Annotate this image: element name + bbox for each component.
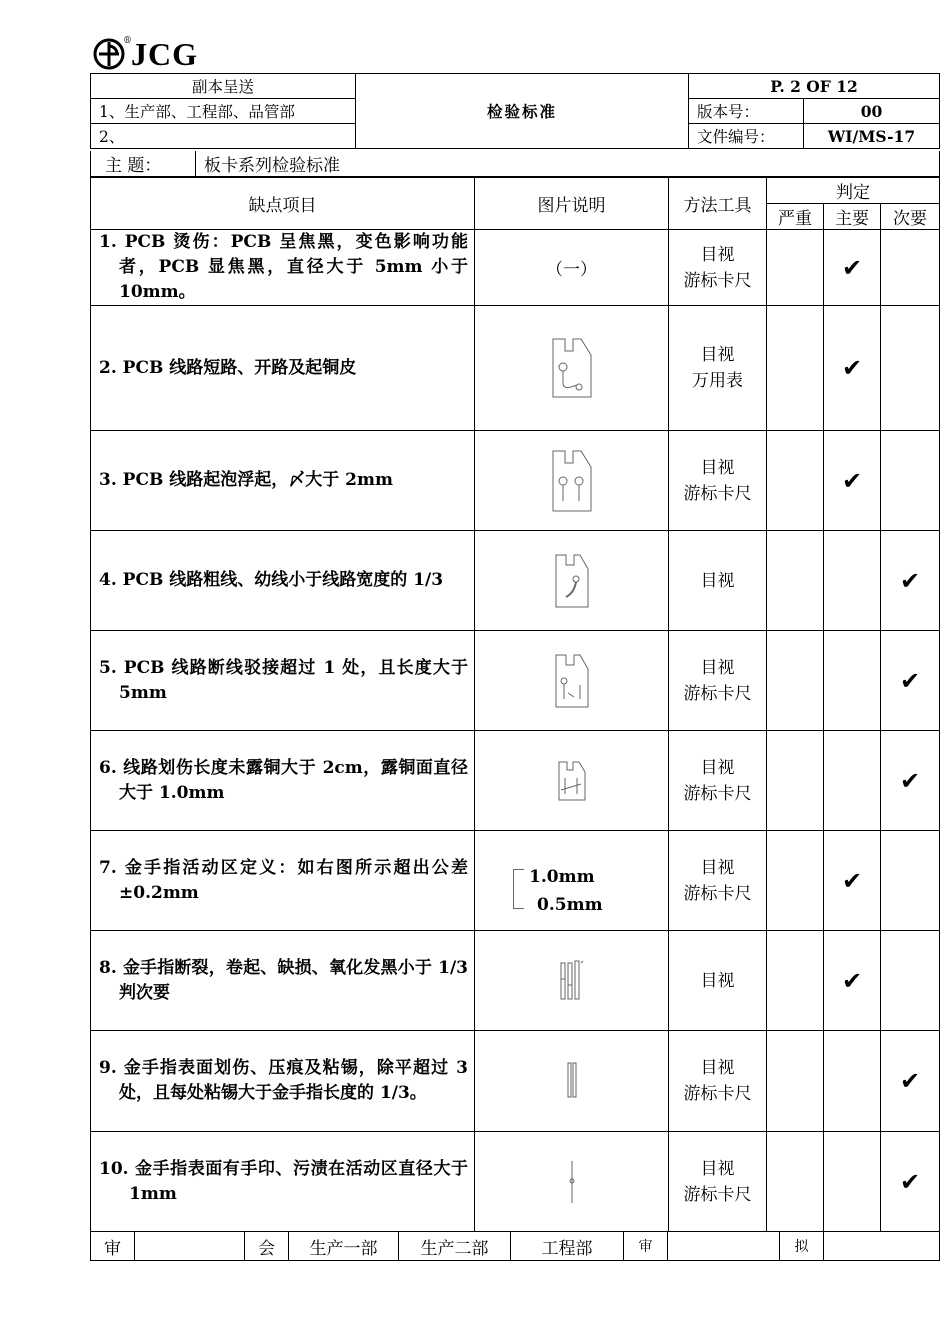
table-row <box>91 931 940 1031</box>
method-1: 目视 <box>700 757 735 778</box>
defect-text: 4. PCB 线路粗线、幼线小于线路宽度的 1/3 <box>91 531 475 631</box>
method-2: 游标卡尺 <box>683 1084 752 1104</box>
copy-label: 副本呈送 <box>91 74 356 99</box>
gold-finger-dimension-icon <box>513 869 524 909</box>
table-row <box>91 431 940 531</box>
check-mark-major: ✔ <box>824 831 881 931</box>
col-major-header: 主要 <box>824 204 881 230</box>
col-defect-header: 缺点项目 <box>91 178 475 230</box>
picture-cell <box>475 306 669 431</box>
method-2: 游标卡尺 <box>683 483 752 504</box>
major-cell <box>824 1132 881 1232</box>
method-1: 目视 <box>700 1058 735 1078</box>
method-2: 游标卡尺 <box>683 1184 752 1205</box>
dept-production-2: 生产二部 <box>399 1232 511 1261</box>
critical-cell <box>767 931 824 1031</box>
distribution-2: 2、 <box>91 124 356 149</box>
check-mark-minor: ✔ <box>881 1132 940 1232</box>
defect-text: 7. 金手指活动区定义：如右图所示超出公差±0.2mm <box>91 831 475 931</box>
critical-cell <box>767 531 824 631</box>
col-critical-header: 严重 <box>767 204 824 230</box>
method-cell <box>669 1031 767 1132</box>
col-picture-header: 图片说明 <box>475 178 669 230</box>
page-number: P. 2 OF 12 <box>689 74 940 99</box>
defect-text: 10. 金手指表面有手印、污渍在活动区直径大于 1mm <box>91 1132 475 1232</box>
gold-finger-stain-illustration <box>568 1159 576 1205</box>
jcg-logo-icon <box>93 38 125 70</box>
method-2: 游标卡尺 <box>683 270 752 291</box>
major-cell <box>824 731 881 831</box>
table-row <box>91 831 940 931</box>
subject-label: 主 题： <box>91 151 196 177</box>
table-row <box>91 230 940 306</box>
defect-text: 3. PCB 线路起泡浮起，〆大于 2mm <box>91 431 475 531</box>
critical-cell <box>767 431 824 531</box>
critical-cell <box>767 306 824 431</box>
picture-cell <box>475 831 669 931</box>
defect-text: 6. 线路划伤长度未露铜大于 2cm，露铜面直径大于 1.0mm <box>91 731 475 831</box>
minor-cell <box>881 831 940 931</box>
table-row <box>91 631 940 731</box>
method-cell <box>669 230 767 306</box>
picture-cell <box>475 731 669 831</box>
method-cell <box>669 731 767 831</box>
minor-cell <box>881 431 940 531</box>
major-cell <box>824 1031 881 1132</box>
method-1: 目视 <box>700 457 735 478</box>
picture-cell <box>475 1031 669 1132</box>
minor-cell <box>881 931 940 1031</box>
method-cell <box>669 931 767 1031</box>
major-cell <box>824 631 881 731</box>
check-mark-major: ✔ <box>824 931 881 1031</box>
method-cell <box>669 306 767 431</box>
picture-cell <box>475 931 669 1031</box>
defect-text: 5. PCB 线路断线驳接超过 1 处，且长度大于 5mm <box>91 631 475 731</box>
defect-text: 9. 金手指表面划伤、压痕及粘锡，除平超过 3 处，且每处粘锡大于金手指长度的 1/3。 <box>91 1031 475 1132</box>
version-value: 00 <box>804 99 940 124</box>
method-1: 目视 <box>700 244 735 265</box>
minor-cell <box>881 230 940 306</box>
draft-signature <box>824 1232 940 1261</box>
method-cell <box>669 631 767 731</box>
critical-cell <box>767 230 824 306</box>
company-logo <box>93 36 198 72</box>
registered-mark: ® <box>123 36 132 46</box>
table-row <box>91 306 940 431</box>
gold-finger-scratch-illustration <box>566 1061 578 1101</box>
draft-label: 拟 <box>780 1232 824 1261</box>
check-mark-major: ✔ <box>824 306 881 431</box>
major-cell <box>824 531 881 631</box>
review-label: 审 <box>91 1232 135 1261</box>
inspection-table <box>90 177 940 1232</box>
approve-signature <box>668 1232 780 1261</box>
signature-table <box>90 1232 940 1261</box>
dimension-label-2: 0.5mm <box>537 895 603 915</box>
table-row <box>91 1031 940 1132</box>
dimension-label-1: 1.0mm <box>529 867 595 887</box>
critical-cell <box>767 731 824 831</box>
subject-value: 板卡系列检验标准 <box>196 151 940 177</box>
logo-text: JCG <box>131 35 198 72</box>
approve-label: 审 <box>624 1232 668 1261</box>
col-judge-header: 判定 <box>767 178 940 204</box>
method-2: 游标卡尺 <box>683 683 752 704</box>
pcb-short-illustration <box>551 337 593 399</box>
defect-text: 1. PCB 烫伤：PCB 呈焦黑，变色影响功能者，PCB 显焦黑，直径大于 5mm 小于 10mm。 <box>91 230 475 306</box>
col-minor-header: 次要 <box>881 204 940 230</box>
table-row <box>91 1132 940 1232</box>
gold-finger-broken-illustration <box>559 959 585 1003</box>
method-1: 目视 <box>700 970 735 991</box>
table-row <box>91 731 940 831</box>
method-cell <box>669 831 767 931</box>
docno-label: 文件编号： <box>689 124 804 149</box>
picture-cell <box>475 631 669 731</box>
countersign-label: 会 <box>245 1232 289 1261</box>
picture-cell <box>475 1132 669 1232</box>
check-mark-major: ✔ <box>824 230 881 306</box>
pcb-trace-width-illustration <box>554 553 590 609</box>
critical-cell <box>767 1132 824 1232</box>
method-cell <box>669 1132 767 1232</box>
col-method-header: 方法工具 <box>669 178 767 230</box>
version-label: 版本号： <box>689 99 804 124</box>
pcb-blister-illustration <box>551 449 593 513</box>
review-signature <box>135 1232 245 1261</box>
document-title: 检验标准 <box>356 74 689 149</box>
check-mark-minor: ✔ <box>881 531 940 631</box>
method-2: 游标卡尺 <box>683 783 752 804</box>
subject-table <box>90 151 940 177</box>
dept-production-1: 生产一部 <box>289 1232 399 1261</box>
pcb-broken-trace-illustration <box>554 653 590 709</box>
check-mark-minor: ✔ <box>881 631 940 731</box>
method-1: 目视 <box>700 1158 735 1179</box>
dept-engineering: 工程部 <box>511 1232 624 1261</box>
picture-cell <box>475 531 669 631</box>
distribution-1: 1、生产部、工程部、品管部 <box>91 99 356 124</box>
picture-cell <box>475 431 669 531</box>
check-mark-minor: ✔ <box>881 1031 940 1132</box>
table-row <box>91 531 940 631</box>
method-2: 万用表 <box>692 371 743 391</box>
method-1: 目视 <box>700 657 735 678</box>
method-cell <box>669 531 767 631</box>
docno-value: WI/MS-17 <box>804 124 940 149</box>
pcb-scratch-illustration <box>557 760 587 802</box>
critical-cell <box>767 1031 824 1132</box>
method-1: 目视 <box>700 857 735 878</box>
critical-cell <box>767 831 824 931</box>
method-2: 游标卡尺 <box>683 883 752 904</box>
header-table <box>90 73 940 149</box>
defect-text: 8. 金手指断裂，卷起、缺损、氧化发黑小于 1/3 判次要 <box>91 931 475 1031</box>
method-1: 目视 <box>700 345 735 365</box>
critical-cell <box>767 631 824 731</box>
check-mark-major: ✔ <box>824 431 881 531</box>
defect-text: 2. PCB 线路短路、开路及起铜皮 <box>91 306 475 431</box>
method-1: 目视 <box>700 570 735 591</box>
picture-caption: （一） <box>475 230 669 306</box>
check-mark-minor: ✔ <box>881 731 940 831</box>
minor-cell <box>881 306 940 431</box>
method-cell <box>669 431 767 531</box>
